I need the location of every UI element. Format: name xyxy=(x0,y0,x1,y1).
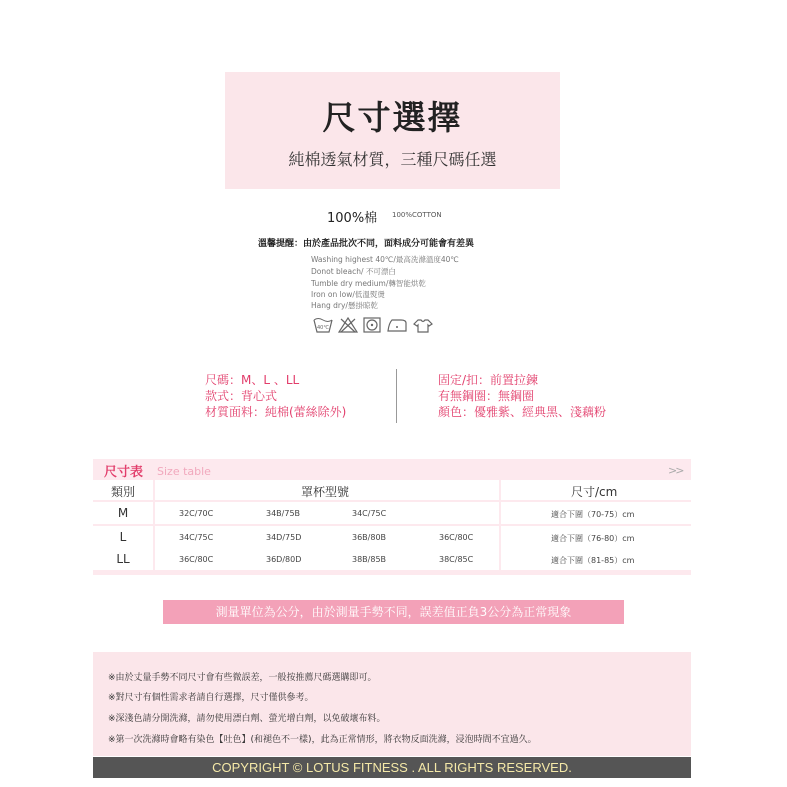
material-main: 100%棉 xyxy=(327,211,378,226)
table-row xyxy=(93,526,691,548)
care-line: Donot bleach/ 不可漂白 xyxy=(311,267,396,276)
material-sub: 100%COTTON xyxy=(392,211,442,219)
spec-style: 款式：背心式 xyxy=(205,389,278,403)
wash-40-icon xyxy=(313,317,333,333)
range-cell: 適合下圍（81-85）cm xyxy=(551,556,635,565)
range-cell: 適合下圍（70-75）cm xyxy=(551,510,635,519)
size-table-arrow: >> xyxy=(668,464,683,477)
no-bleach-icon xyxy=(338,317,358,333)
care-icons xyxy=(313,317,433,333)
copyright-footer: COPYRIGHT © LOTUS FITNESS . ALL RIGHTS RESERVED. xyxy=(93,757,691,778)
row-size: L xyxy=(119,530,127,544)
spec-underwire: 有無鋼圈：無鋼圈 xyxy=(438,389,535,403)
size-table-title: 尺寸表 xyxy=(104,465,144,480)
care-line: Tumble dry medium/轉智能烘乾 xyxy=(311,279,426,288)
care-line: Hang dry/懸掛晾乾 xyxy=(311,301,378,310)
iron-low-icon xyxy=(386,317,408,333)
cup-cell: 36B/80B xyxy=(352,533,387,542)
header-cup: 罩杯型號 xyxy=(301,485,350,499)
spec-size: 尺碼：M、L 、LL xyxy=(205,373,300,387)
cup-cell: 34C/75C xyxy=(179,533,214,542)
page-subtitle: 純棉透氣材質，三種尺碼任選 xyxy=(288,150,497,169)
cup-cell: 36C/80C xyxy=(179,555,214,564)
table-row xyxy=(93,502,691,524)
page-title: 尺寸選擇 xyxy=(322,98,463,137)
warning-text: 溫馨提醒：由於產品批次不同，面料成分可能會有差異 xyxy=(258,239,475,249)
hang-dry-icon xyxy=(413,317,433,333)
row-size: M xyxy=(117,506,129,520)
cup-cell: 36D/80D xyxy=(266,555,302,564)
care-line: Washing highest 40℃/最高洗滌溫度40℃ xyxy=(311,255,459,264)
range-cell: 適合下圍（76-80）cm xyxy=(551,534,635,543)
tumble-dry-icon xyxy=(363,317,381,333)
cup-cell: 34C/75C xyxy=(352,509,387,518)
care-line: Iron on low/低溫熨燙 xyxy=(311,290,385,299)
measure-note-banner: 測量單位為公分，由於測量手勢不同，誤差值正負3公分為正常現象 xyxy=(163,600,624,624)
table-row xyxy=(93,548,691,570)
wash-temp-label: 40℃ xyxy=(317,325,329,331)
cup-cell: 38C/85C xyxy=(439,555,474,564)
cup-cell: 38B/85B xyxy=(352,555,387,564)
table-header-row xyxy=(93,480,691,500)
note-line: ※對尺寸有個性需求者請自行選擇，尺寸僅供參考。 xyxy=(108,693,314,703)
row-size: LL xyxy=(116,552,130,566)
note-line: ※第一次洗滌時會略有染色【吐色】(和褪色不一樣)，此為正常情形，將衣物反面洗滌，浸泡時間不宜過久。 xyxy=(108,735,537,745)
header-size-cm: 尺寸/cm xyxy=(571,485,618,499)
header-category: 類別 xyxy=(111,485,136,499)
spec-fastening: 固定/扣：前置拉鍊 xyxy=(438,373,539,387)
spec-left xyxy=(205,372,346,420)
cup-cell: 34B/75B xyxy=(266,509,301,518)
spec-divider xyxy=(396,369,397,423)
note-line: ※深淺色請分開洗滌，請勿使用漂白劑、螢光增白劑，以免破壞布料。 xyxy=(108,714,386,724)
cup-cell: 32C/70C xyxy=(179,509,214,518)
size-table-title-en: Size table xyxy=(157,465,211,478)
note-line: ※由於丈量手勢不同尺寸會有些微誤差，一般按推薦尺碼選購即可。 xyxy=(108,673,377,683)
spec-colors: 顏色：優雅紫、經典黑、淺藕粉 xyxy=(438,405,607,419)
spec-material: 材質面料：純棉(蕾絲除外) xyxy=(205,405,347,419)
cup-cell: 36C/80C xyxy=(439,533,474,542)
spec-right xyxy=(438,372,606,420)
cup-cell: 34D/75D xyxy=(266,533,302,542)
